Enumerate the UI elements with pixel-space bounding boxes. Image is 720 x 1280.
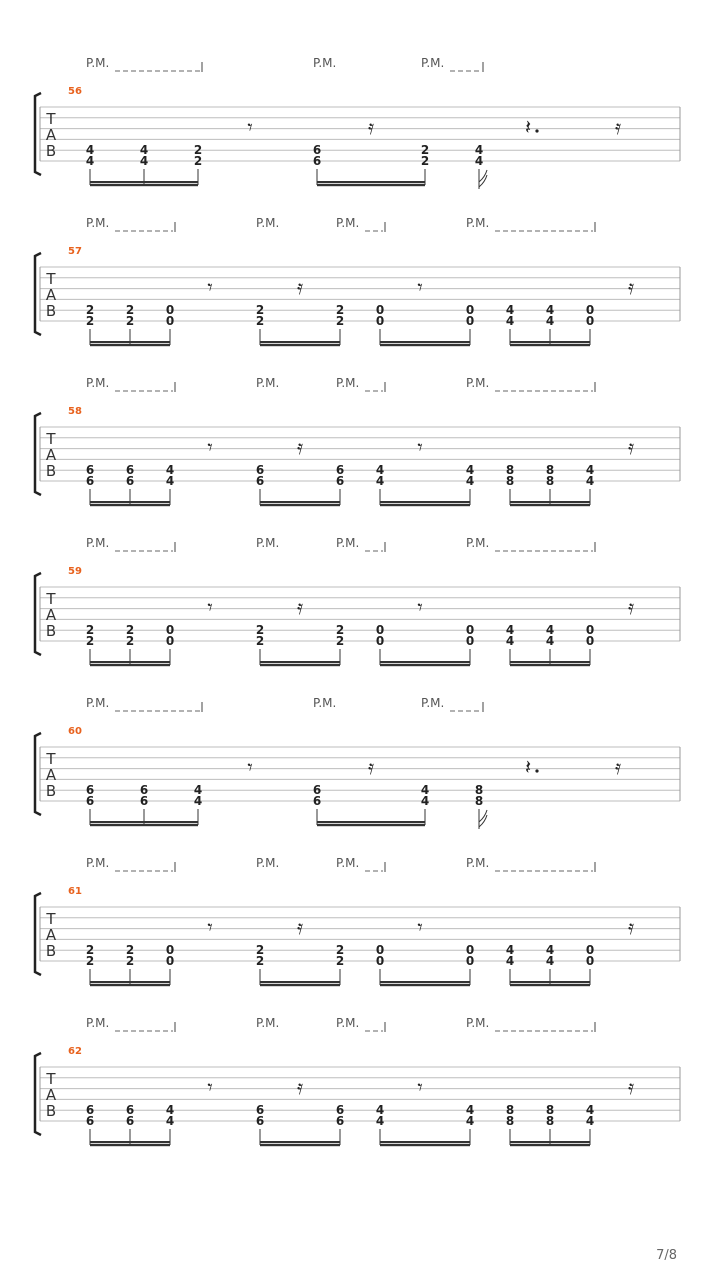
- fret-number: 4: [545, 314, 555, 328]
- fret-number: 6: [85, 794, 95, 808]
- fret-number: 4: [545, 943, 555, 958]
- palm-mute-label: P.M.: [466, 536, 490, 550]
- tab-clef-t: T: [46, 1070, 56, 1088]
- fret-number: 8: [474, 794, 484, 808]
- beam: [260, 984, 340, 986]
- fret-number: 2: [193, 143, 203, 158]
- fret-number: 2: [255, 634, 265, 648]
- fret-number: 0: [585, 623, 595, 638]
- fret-number: 4: [505, 634, 515, 648]
- dotted-quarter-rest: 𝄽: [524, 755, 532, 779]
- sixteenth-rest: 𝄿: [627, 275, 635, 299]
- fret-number: 4: [505, 623, 515, 638]
- beam: [510, 981, 590, 983]
- fret-number: 6: [85, 1103, 95, 1118]
- beam: [380, 501, 470, 503]
- beam: [510, 1144, 590, 1146]
- fret-number: 6: [85, 463, 95, 478]
- fret-number: 6: [85, 1114, 95, 1128]
- eighth-rest: 𝄾: [207, 275, 213, 299]
- palm-mute-label: P.M.: [256, 856, 280, 870]
- fret-number: 0: [375, 623, 385, 638]
- tab-clef-a: A: [45, 126, 57, 144]
- fret-number: 8: [545, 463, 555, 478]
- fret-number: 2: [420, 143, 430, 158]
- tab-clef-a: A: [45, 446, 57, 464]
- beam: [90, 981, 170, 983]
- palm-mute-label: P.M.: [421, 56, 445, 70]
- fret-number: 6: [125, 463, 135, 478]
- sixteenth-rest: 𝄿: [627, 915, 635, 939]
- eighth-rest: 𝄾: [417, 435, 423, 459]
- fret-number: 2: [125, 314, 135, 328]
- tab-clef-a: A: [45, 606, 57, 624]
- fret-number: 8: [505, 1103, 515, 1118]
- fret-number: 4: [375, 474, 385, 488]
- beam: [260, 1144, 340, 1146]
- fret-number: 8: [505, 1114, 515, 1128]
- palm-mute-label: P.M.: [466, 376, 490, 390]
- beam: [380, 1144, 470, 1146]
- fret-number: 0: [465, 634, 475, 648]
- palm-mute-label: P.M.: [256, 376, 280, 390]
- tab-clef-a: A: [45, 926, 57, 944]
- beam: [90, 181, 198, 183]
- fret-number: 0: [375, 303, 385, 318]
- fret-number: 4: [375, 1103, 385, 1118]
- fret-number: 0: [585, 943, 595, 958]
- fret-number: 4: [165, 1103, 175, 1118]
- tab-clef-a: A: [45, 1086, 57, 1104]
- fret-number: 0: [375, 943, 385, 958]
- fret-number: 2: [255, 943, 265, 958]
- tab-clef-t: T: [46, 910, 56, 928]
- fret-number: 4: [465, 463, 475, 478]
- palm-mute-label: P.M.: [86, 56, 110, 70]
- fret-number: 0: [465, 314, 475, 328]
- fret-number: 4: [585, 1114, 595, 1128]
- sixteenth-rest: 𝄿: [367, 115, 375, 139]
- tab-clef-a: A: [45, 286, 57, 304]
- fret-number: 6: [335, 474, 345, 488]
- beam: [260, 661, 340, 663]
- beam: [90, 1144, 170, 1146]
- fret-number: 4: [505, 314, 515, 328]
- dotted-quarter-rest: 𝄽: [524, 115, 532, 139]
- tab-clef-t: T: [46, 270, 56, 288]
- beam: [260, 341, 340, 343]
- beam: [380, 664, 470, 666]
- eighth-rest: 𝄾: [417, 595, 423, 619]
- beam: [510, 661, 590, 663]
- fret-number: 8: [505, 463, 515, 478]
- fret-number: 6: [85, 474, 95, 488]
- beam: [90, 1141, 170, 1143]
- palm-mute-label: P.M.: [86, 216, 110, 230]
- fret-number: 4: [85, 154, 95, 168]
- sixteenth-rest: 𝄿: [614, 755, 622, 779]
- fret-number: 2: [335, 634, 345, 648]
- tab-system: [35, 1016, 680, 1146]
- tab-clef-t: T: [46, 750, 56, 768]
- fret-number: 2: [255, 314, 265, 328]
- fret-number: 4: [505, 954, 515, 968]
- fret-number: 2: [335, 943, 345, 958]
- fret-number: 6: [255, 463, 265, 478]
- beam: [380, 341, 470, 343]
- beam: [317, 181, 425, 183]
- fret-number: 6: [255, 1103, 265, 1118]
- beam: [380, 504, 470, 506]
- fret-number: 4: [375, 463, 385, 478]
- fret-number: 2: [335, 314, 345, 328]
- measure-number: 61: [68, 886, 82, 897]
- fret-number: 6: [139, 794, 149, 808]
- fret-number: 4: [585, 1103, 595, 1118]
- palm-mute-label: P.M.: [336, 856, 360, 870]
- beam: [90, 664, 170, 666]
- tab-system: [35, 376, 680, 506]
- beam: [260, 344, 340, 346]
- fret-number: 2: [85, 943, 95, 958]
- fret-number: 0: [585, 954, 595, 968]
- fret-number: 4: [165, 463, 175, 478]
- measure-number: 58: [68, 406, 82, 417]
- fret-number: 2: [125, 634, 135, 648]
- fret-number: 2: [335, 954, 345, 968]
- sixteenth-rest: 𝄿: [296, 1075, 304, 1099]
- fret-number: 2: [335, 303, 345, 318]
- palm-mute-label: P.M.: [336, 376, 360, 390]
- beam: [510, 501, 590, 503]
- fret-number: 6: [335, 463, 345, 478]
- fret-number: 0: [375, 634, 385, 648]
- fret-number: 4: [420, 783, 430, 798]
- beam: [510, 344, 590, 346]
- fret-number: 4: [85, 143, 95, 158]
- measure-number: 59: [68, 566, 82, 577]
- beam: [317, 824, 425, 826]
- fret-number: 8: [545, 1103, 555, 1118]
- fret-number: 8: [545, 1114, 555, 1128]
- palm-mute-label: P.M.: [256, 536, 280, 550]
- tab-clef-b: B: [45, 782, 57, 800]
- beam: [380, 984, 470, 986]
- palm-mute-label: P.M.: [336, 216, 360, 230]
- fret-number: 6: [139, 783, 149, 798]
- beam: [90, 344, 170, 346]
- beam: [90, 821, 198, 823]
- fret-number: 6: [125, 1114, 135, 1128]
- palm-mute-label: P.M.: [421, 696, 445, 710]
- fret-number: 4: [545, 303, 555, 318]
- sixteenth-rest: 𝄿: [296, 595, 304, 619]
- tab-clef-b: B: [45, 942, 57, 960]
- eighth-rest: 𝄾: [417, 275, 423, 299]
- note-flag: [479, 810, 487, 822]
- beam: [510, 984, 590, 986]
- fret-number: 2: [85, 303, 95, 318]
- beam: [510, 341, 590, 343]
- beam: [510, 504, 590, 506]
- palm-mute-label: P.M.: [466, 856, 490, 870]
- fret-number: 4: [193, 794, 203, 808]
- palm-mute-label: P.M.: [256, 1016, 280, 1030]
- fret-number: 6: [312, 783, 322, 798]
- tab-system: [35, 696, 680, 829]
- measure-number: 60: [68, 726, 82, 737]
- fret-number: 4: [585, 463, 595, 478]
- fret-number: 0: [375, 314, 385, 328]
- fret-number: 4: [585, 474, 595, 488]
- beam: [90, 504, 170, 506]
- tab-clef-t: T: [46, 590, 56, 608]
- fret-number: 4: [165, 1114, 175, 1128]
- palm-mute-label: P.M.: [313, 56, 337, 70]
- fret-number: 2: [420, 154, 430, 168]
- palm-mute-label: P.M.: [466, 216, 490, 230]
- fret-number: 0: [375, 954, 385, 968]
- fret-number: 4: [545, 634, 555, 648]
- beam: [317, 821, 425, 823]
- fret-number: 4: [139, 154, 149, 168]
- beam: [380, 661, 470, 663]
- fret-number: 4: [545, 954, 555, 968]
- beam: [380, 1141, 470, 1143]
- fret-number: 4: [545, 623, 555, 638]
- beam: [260, 501, 340, 503]
- fret-number: 2: [125, 623, 135, 638]
- fret-number: 4: [505, 303, 515, 318]
- sixteenth-rest: 𝄿: [627, 435, 635, 459]
- fret-number: 2: [255, 623, 265, 638]
- eighth-rest: 𝄾: [207, 1075, 213, 1099]
- fret-number: 6: [312, 143, 322, 158]
- fret-number: 8: [505, 474, 515, 488]
- rest-dot: [535, 129, 538, 132]
- beam: [380, 344, 470, 346]
- fret-number: 4: [465, 1103, 475, 1118]
- palm-mute-label: P.M.: [466, 1016, 490, 1030]
- tab-system: [35, 216, 680, 346]
- fret-number: 6: [335, 1114, 345, 1128]
- sixteenth-rest: 𝄿: [296, 435, 304, 459]
- fret-number: 4: [375, 1114, 385, 1128]
- fret-number: 4: [505, 943, 515, 958]
- eighth-rest: 𝄾: [207, 595, 213, 619]
- eighth-rest: 𝄾: [207, 435, 213, 459]
- fret-number: 2: [255, 954, 265, 968]
- fret-number: 4: [139, 143, 149, 158]
- fret-number: 6: [125, 1103, 135, 1118]
- beam: [380, 981, 470, 983]
- beam: [317, 184, 425, 186]
- tab-clef-b: B: [45, 302, 57, 320]
- tab-clef-b: B: [45, 462, 57, 480]
- beam: [260, 664, 340, 666]
- palm-mute-label: P.M.: [336, 1016, 360, 1030]
- palm-mute-label: P.M.: [313, 696, 337, 710]
- sixteenth-rest: 𝄿: [296, 275, 304, 299]
- fret-number: 4: [465, 1114, 475, 1128]
- fret-number: 6: [312, 154, 322, 168]
- beam: [260, 504, 340, 506]
- fret-number: 0: [165, 634, 175, 648]
- beam: [510, 664, 590, 666]
- palm-mute-label: P.M.: [86, 536, 110, 550]
- fret-number: 0: [585, 303, 595, 318]
- beam: [90, 184, 198, 186]
- palm-mute-label: P.M.: [86, 376, 110, 390]
- fret-number: 8: [545, 474, 555, 488]
- fret-number: 6: [335, 1103, 345, 1118]
- eighth-rest: 𝄾: [247, 115, 253, 139]
- beam: [90, 984, 170, 986]
- fret-number: 0: [465, 943, 475, 958]
- measure-number: 56: [68, 86, 82, 97]
- tab-system: [35, 856, 680, 986]
- tab-clef-t: T: [46, 430, 56, 448]
- note-flag: [479, 170, 487, 182]
- beam: [90, 341, 170, 343]
- tab-clef-b: B: [45, 622, 57, 640]
- fret-number: 0: [465, 303, 475, 318]
- tab-system: [35, 536, 680, 666]
- eighth-rest: 𝄾: [247, 755, 253, 779]
- fret-number: 2: [193, 154, 203, 168]
- eighth-rest: 𝄾: [417, 915, 423, 939]
- fret-number: 6: [125, 474, 135, 488]
- palm-mute-label: P.M.: [86, 1016, 110, 1030]
- eighth-rest: 𝄾: [207, 915, 213, 939]
- rest-dot: [535, 769, 538, 772]
- sixteenth-rest: 𝄿: [296, 915, 304, 939]
- sixteenth-rest: 𝄿: [627, 1075, 635, 1099]
- fret-number: 2: [85, 634, 95, 648]
- beam: [260, 981, 340, 983]
- fret-number: 4: [420, 794, 430, 808]
- fret-number: 0: [465, 954, 475, 968]
- tab-clef-a: A: [45, 766, 57, 784]
- fret-number: 4: [474, 143, 484, 158]
- fret-number: 6: [255, 1114, 265, 1128]
- fret-number: 0: [585, 634, 595, 648]
- fret-number: 4: [465, 474, 475, 488]
- fret-number: 0: [465, 623, 475, 638]
- fret-number: 2: [125, 954, 135, 968]
- eighth-rest: 𝄾: [417, 1075, 423, 1099]
- beam: [510, 1141, 590, 1143]
- beam: [90, 501, 170, 503]
- fret-number: 0: [585, 314, 595, 328]
- palm-mute-label: P.M.: [256, 216, 280, 230]
- fret-number: 0: [165, 943, 175, 958]
- fret-number: 4: [193, 783, 203, 798]
- measure-number: 57: [68, 246, 82, 257]
- page-number: 7/8: [656, 1248, 677, 1263]
- sixteenth-rest: 𝄿: [367, 755, 375, 779]
- palm-mute-label: P.M.: [86, 696, 110, 710]
- fret-number: 8: [474, 783, 484, 798]
- palm-mute-label: P.M.: [336, 536, 360, 550]
- fret-number: 4: [474, 154, 484, 168]
- fret-number: 2: [85, 314, 95, 328]
- tab-clef-b: B: [45, 142, 57, 160]
- sixteenth-rest: 𝄿: [627, 595, 635, 619]
- fret-number: 2: [125, 303, 135, 318]
- sixteenth-rest: 𝄿: [614, 115, 622, 139]
- beam: [90, 824, 198, 826]
- fret-number: 2: [85, 954, 95, 968]
- fret-number: 0: [165, 954, 175, 968]
- fret-number: 0: [165, 314, 175, 328]
- fret-number: 6: [312, 794, 322, 808]
- fret-number: 2: [125, 943, 135, 958]
- tab-system: [35, 56, 680, 189]
- tab-clef-b: B: [45, 1102, 57, 1120]
- fret-number: 6: [85, 783, 95, 798]
- measure-number: 62: [68, 1046, 82, 1057]
- fret-number: 6: [255, 474, 265, 488]
- fret-number: 2: [335, 623, 345, 638]
- fret-number: 2: [85, 623, 95, 638]
- tab-clef-t: T: [46, 110, 56, 128]
- palm-mute-label: P.M.: [86, 856, 110, 870]
- fret-number: 0: [165, 303, 175, 318]
- beam: [260, 1141, 340, 1143]
- beam: [90, 661, 170, 663]
- fret-number: 0: [165, 623, 175, 638]
- fret-number: 2: [255, 303, 265, 318]
- fret-number: 4: [165, 474, 175, 488]
